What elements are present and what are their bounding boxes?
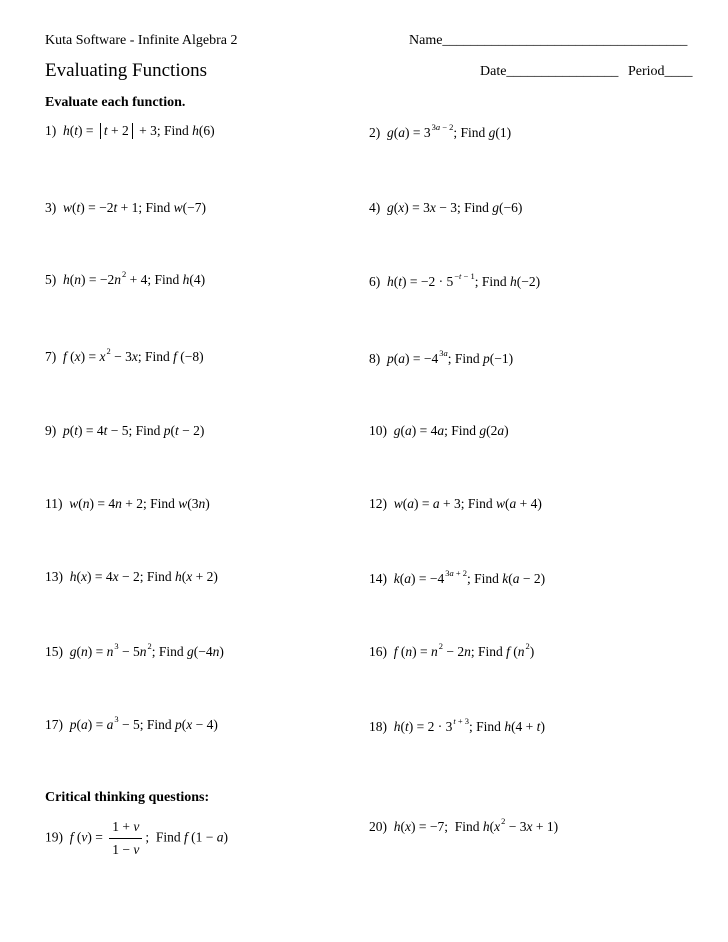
problem-number: 14) [369, 571, 387, 586]
problem-11: 11) w(n) = 4n + 2; Find w(3n) [45, 496, 210, 511]
problem-number: 4) [369, 200, 381, 215]
problem-number: 20) [369, 819, 387, 834]
period-field: Period____ [628, 64, 693, 79]
problem-3: 3) w(t) = −2t + 1; Find w(−7) [45, 200, 207, 215]
problem-12: 12) w(a) = a + 3; Find w(a + 4) [369, 496, 542, 511]
problem-19: 19) f (v) = $\frac{1 + v}{1 - v}$ ; Find f (1 − a) [45, 819, 229, 857]
problem-number: 18) [369, 719, 387, 734]
problem-number: 1) [45, 123, 57, 138]
problem-9: 9) p(t) = 4t − 5; Find p(t − 2) [45, 423, 205, 438]
problem-15: 15) $g(n) = n^3 - 5n^2$; Find g(−4n) [45, 641, 224, 659]
problem-number: 8) [369, 351, 381, 366]
problem-number: 15) [45, 644, 63, 659]
worksheet-title: Evaluating Functions [45, 60, 208, 81]
critical-thinking-heading: Critical thinking questions: [45, 790, 210, 805]
instructions: Evaluate each function. [45, 95, 186, 110]
problem-number: 19) [45, 829, 63, 845]
problem-7: 7) f $(x) = x^2 - 3x$; Find f (−8) [45, 346, 204, 364]
problem-number: 3) [45, 200, 57, 215]
problem-number: 5) [45, 272, 57, 287]
problem-20: 20) h(x) = −7; Find $h(x^2 - 3x + 1)$ [369, 816, 559, 834]
problem-number: 11) [45, 496, 63, 511]
problem-6: 6) $h(t) = -2 \cdot 5^{-t - 1}$; Find h(−2) [369, 271, 541, 289]
problem-14: 14) $k(a) = -4^{3a + 2}$; Find k(a − 2) [369, 568, 546, 586]
problem-number: 12) [369, 496, 387, 511]
problem-2: 2) $g(a) = 3^{3a - 2}$; Find g(1) [369, 122, 512, 140]
problem-number: 9) [45, 423, 57, 438]
problem-4: 4) g(x) = 3x − 3; Find g(−6) [369, 200, 523, 215]
problem-number: 7) [45, 349, 57, 364]
problem-number: 2) [369, 125, 381, 140]
fraction: $\frac{1 + v}{1 - v}$ [109, 818, 142, 859]
problem-5: 5) $h(n) = -2n^2 + 4$; Find h(4) [45, 269, 206, 287]
name-field: Name___________________________________ [409, 33, 688, 48]
problem-number: 10) [369, 423, 387, 438]
problem-number: 13) [45, 569, 63, 584]
problem-17: 17) $p(a) = a^3 - 5$; Find p(x − 4) [45, 714, 218, 732]
date-field: Date________________ [480, 64, 619, 79]
problem-number: 6) [369, 274, 381, 289]
problem-10: 10) g(a) = 4a; Find g(2a) [369, 423, 509, 438]
publisher-label: Kuta Software - Infinite Algebra 2 [45, 33, 238, 48]
problem-18: 18) $h(t) = 2 \cdot 3^{t + 3}$; Find h(4 + t) [369, 716, 545, 734]
problem-number: 17) [45, 717, 63, 732]
problem-13: 13) h(x) = 4x − 2; Find h(x + 2) [45, 569, 218, 584]
problem-8: 8) $p(a) = -4^{3a}$; Find p(−1) [369, 348, 514, 366]
problem-16: 16) f $(n) = n^2 - 2n$; Find f $(n^2)$ [369, 641, 535, 659]
problem-1: 1) h(t) = t + 2 + 3; Find h(6) [45, 123, 215, 138]
problem-number: 16) [369, 644, 387, 659]
